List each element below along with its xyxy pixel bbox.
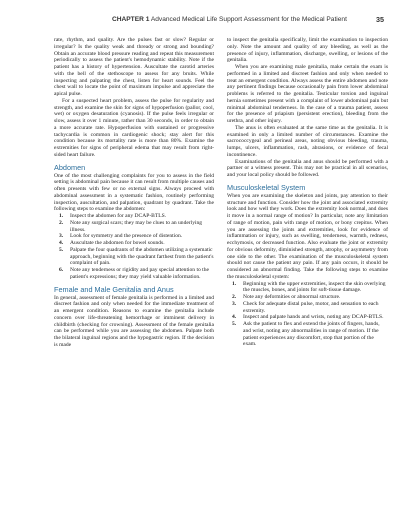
list-item (232, 281, 388, 295)
paragraph: In general, assessment of female genitalia is performed in a limited and discreet fashion and only when needed for the immediate treatment of an emergent condition. Reasons to examine the genitalia include concern over life-threatening hemorrhage or imminent delivery in childbirth (checking for crowning). Assessment of the female genitalia can be performed while you are assessing the abdomen. Palpate both the bilateral inguinal regions and the hypogastric region. If the decision is made (54, 294, 214, 348)
list-item (59, 220, 214, 234)
list-text: Inspect the abdomen for any DCAP-BTLS. (70, 213, 167, 219)
left-column (54, 37, 214, 349)
list-number: 2. (59, 219, 64, 226)
list-number: 1. (59, 213, 64, 219)
section-heading-musculoskeletal: Musculoskeletal System (227, 182, 306, 192)
list-text: Auscultate the abdomen for bowel sounds. (70, 240, 165, 246)
chapter-title (112, 16, 347, 23)
paragraph: For a suspected heart problem, assess the pulse for regularity and strength, and examine the skin for signs of hypoperfusion (pallor, cool, wet) or oxygen desaturation (cyanosis). If the pulse feels irregular or slow, assess it over 1 minute, rather than 30 seconds, in order to obtain a more accurate rate. Hypoperfusion with sustained or progressive tachycardia is common in cardiogenic shock; stay alert for this condition because its mortality rate is more than 80%. Examine the extremities for signs of peripheral edema that may result from right-sided heart failure. (54, 97, 214, 158)
list-text: Beginning with the upper extremities, inspect the skin overlying the muscles, bones, and joints for soft-tissue damage. (243, 280, 386, 294)
list-number: 6. (59, 267, 64, 273)
list-item (232, 301, 388, 315)
list-number: 3. (232, 300, 237, 307)
list-item (232, 314, 388, 321)
list-item (232, 294, 388, 301)
paragraph: rate, rhythm, and quality. Are the pulses fast or slow? Regular or irregular? Is the quality weak and thready or strong and bounding? Obtain an accurate blood pressure reading and repeat this measurement periodically to assess the patient's hemodynamic stability. Note if the patient has a history of hypertension. Auscultate the carotid arteries with the bell of the stethoscope to assess for any bruits. While inspecting and palpating the chest, listen for heart sounds. Feel the chest wall to locate the point of maximum impulse and appreciate the apical pulse. (54, 37, 214, 97)
list-text: Inspect and palpate hands and wrists, noting any DCAP-BTLS. (243, 314, 384, 321)
list-number: 4. (59, 240, 64, 246)
paragraph: When you are examining the skeleton and joints, pay attention to their structure and function. Consider how the joint and associated extremity look and how well they work. Does the extremity look normal, and does it move in a normal range of motion? In particular, note any limitation of range of motion, pain with range of motion, or bony crepitus. When you are assessing the joints and extremities, look for evidence of inflammation or injury, such as swelling, tenderness, warmth, redness, ecchymosis, or decreased function. Also evaluate the joint or extremity for obvious deformity, diminished strength, atrophy, or asymmetry from one side to the other. The examination of the musculoskeletal system should not cause the patient any pain. If any pain occurs, it should be considered an abnormal finding. Take the following steps to examine the musculoskeletal system: (227, 192, 388, 280)
paragraph: to inspect the genitalia specifically, limit the examination to inspection only. Note the amount and quality of any bleeding, as well as the presence of injury, inflammation, discharge, swelling, or lesions of the genitalia. (227, 37, 388, 64)
list-text: Look for symmetry and the presence of distention. (70, 233, 183, 240)
list-item (59, 233, 214, 240)
section-heading-genitalia: Female and Male Genitalia and Anus (54, 284, 174, 294)
paragraph: One of the most challenging complaints for you to assess in the field setting is abdominal pain because it can result from multiple causes and often presents with few or no external signs. Always proceed with abdominal assessment in a systematic fashion, routinely performing inspection, auscultation, and palpation, quadrant by quadrant. Take the following steps to examine the abdomen: (54, 172, 214, 213)
list-text: Note any surgical scars; they may be clues to an underlying illness. (70, 219, 203, 233)
section-heading-abdomen: Abdomen (54, 162, 86, 172)
running-header (0, 14, 400, 26)
list-text: Note any deformities or abnormal structure. (243, 294, 341, 300)
list-text: Note any tenderness or rigidity and pay special attention to the patient's expressions; they may yield valuable information. (70, 267, 209, 280)
list-number: 2. (232, 294, 237, 300)
paragraph: When you are examining male genitalia, make certain the exam is performed in a limited and discreet fashion and only when needed to treat an emergent condition. Always assess the entire abdomen and note any pertinent findings because occasionally pain from lower abdominal problems is referred to the genitalia. Testicular torsion and inguinal hernia sometimes present with a complaint of lower abdominal pain but minimal abdominal tenderness. In the case of a trauma patient, assess for the presence of priapism (persistent erection), bleeding from the urethra, and other injury. (227, 64, 388, 124)
paragraph: Examinations of the genitalia and anus should be performed with a partner or a witness present. This may not be practical in all scenarios, and your local policy should be followed. (227, 158, 388, 178)
abdomen-steps-list (59, 213, 214, 281)
paragraph: The anus is often evaluated at the same time as the genitalia. It is examined in only a limited number of circumstances. Examine the sacrococcygeal and perineal areas, noting obvious bleeding, trauma, lumps, ulcers, inflammation, rash, abrasions, or evidence of fecal incontinence. (227, 124, 388, 158)
list-item (59, 240, 214, 247)
list-item (59, 267, 214, 281)
musculoskeletal-steps-list (232, 281, 388, 349)
right-column (227, 37, 388, 348)
list-number: 4. (232, 314, 237, 321)
list-text: Palpate the four quadrants of the abdomen utilizing a systematic approach, beginning with the quadrant farthest from the patient's complaint of pain. (70, 246, 214, 267)
list-item (232, 321, 388, 348)
list-item (59, 213, 214, 220)
list-number: 3. (59, 233, 64, 240)
page-number: 35 (376, 15, 384, 24)
list-number: 5. (232, 321, 237, 327)
list-text: Ask the patient to flex and extend the joints of fingers, hands, and wrist, noting any abnormalities in range of motion. If the patient experiences any discomfort, stop that portion of the exam. (243, 321, 380, 348)
list-number: 5. (59, 246, 64, 253)
list-text: Check for adequate distal pulse, motor, and sensation to each extremity. (243, 300, 379, 314)
chapter-label: CHAPTER 1 (112, 16, 150, 23)
list-item (59, 247, 214, 267)
chapter-title-text: Advanced Medical Life Support Assessment for the Medical Patient (150, 16, 347, 23)
list-number: 1. (232, 280, 237, 287)
